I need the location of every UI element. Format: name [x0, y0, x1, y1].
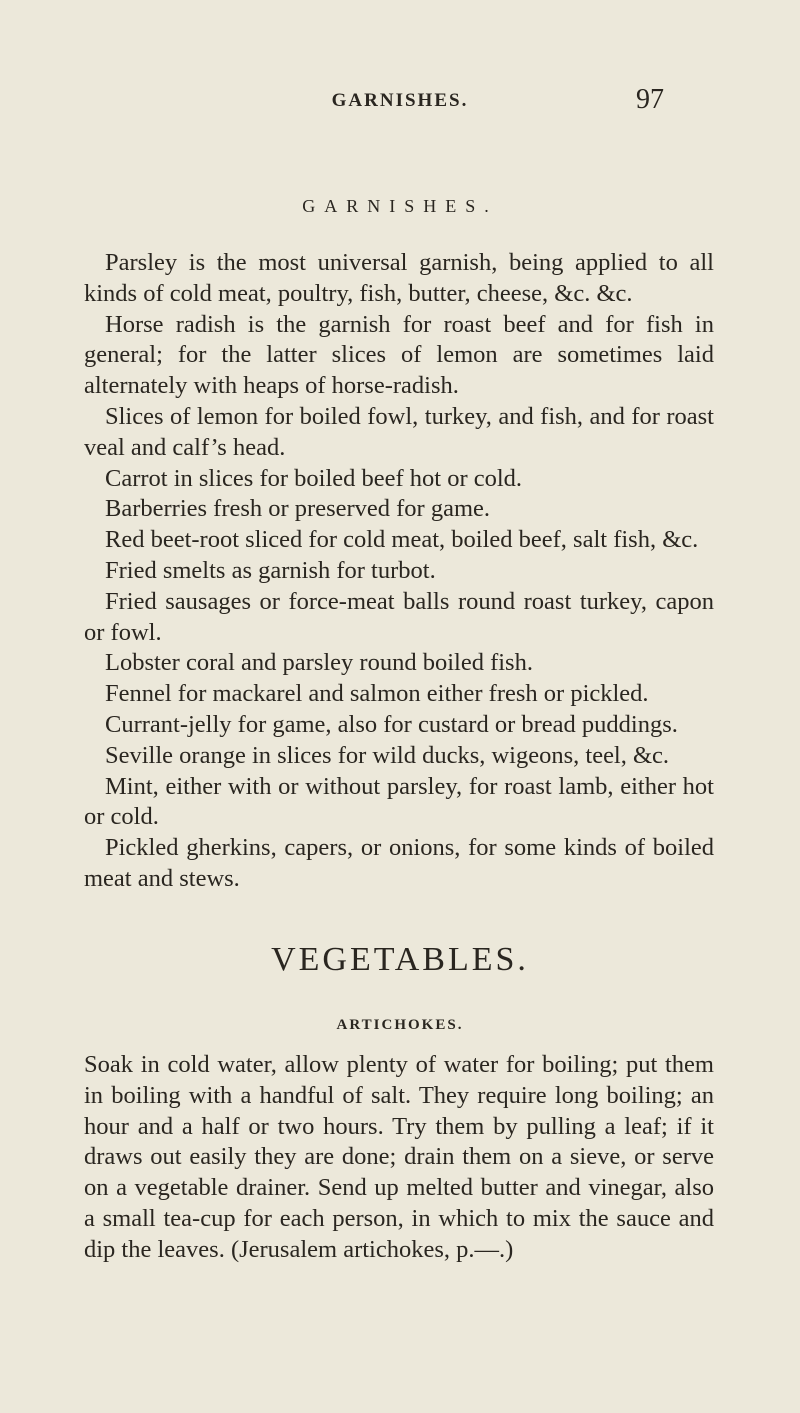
garnish-entry: Carrot in slices for boiled beef hot or cold. — [105, 464, 523, 492]
garnish-entry: Horse radish is the garnish for roast beef and for fish in general; for the latter slices of lemon are sometimes laid alternately with heaps of horse-radish. — [84, 310, 714, 400]
garnish-entry: Pickled gherkins, capers, or onions, for some kinds of boiled meat and stews. — [84, 834, 714, 892]
artichokes-paragraph: Soak in cold water, allow plenty of water for boiling; put them in boiling with a handful of salt. They require long boiling; an hour and a half or two hours. Try them by pulling a leaf; if it draws out easily they are done; drain them on a sieve, or serve on a vegetable drainer. Send up melted butter and vinegar, also a small tea-cup for each person, in which to mix the sauce and dip the leaves. (Jerusalem artichokes, p.—.) — [84, 1051, 714, 1263]
garnish-entry: Currant-jelly for game, also for custard or bread puddings. — [105, 710, 678, 738]
garnish-entry: Fried sausages or force-meat balls round roast turkey, capon or fowl. — [84, 587, 714, 646]
garnish-list — [84, 248, 714, 895]
garnish-entry: Slices of lemon for boiled fowl, turkey, and fish, and for roast veal and calf’s head. — [84, 402, 714, 461]
garnish-entry: Fennel for mackarel and salmon either fresh or pickled. — [105, 680, 649, 708]
garnish-entry: Red beet-root sliced for cold meat, boiled beef, salt fish, &c. — [105, 526, 699, 554]
vegetables-heading: VEGETABLES. — [271, 941, 529, 978]
running-head — [0, 84, 800, 118]
artichokes-subheading: ARTICHOKES. — [336, 1017, 464, 1033]
garnish-entry: Mint, either with or without parsley, for roast lamb, either hot or cold. — [84, 772, 714, 831]
garnish-entry: Parsley is the most universal garnish, being applied to all kinds of cold meat, poultry, fish, butter, cheese, &c. &c. — [84, 249, 714, 307]
page-number: 97 — [636, 84, 664, 115]
running-head-title: GARNISHES. — [331, 90, 469, 111]
garnish-entry: Fried smelts as garnish for turbot. — [105, 556, 436, 584]
section-title: GARNISHES. — [302, 196, 498, 216]
garnish-entry: Barberries fresh or preserved for game. — [105, 495, 491, 523]
garnish-entry: Seville orange in slices for wild ducks, wigeons, teel, &c. — [105, 741, 670, 769]
garnish-entry: Lobster coral and parsley round boiled fish. — [105, 649, 533, 677]
